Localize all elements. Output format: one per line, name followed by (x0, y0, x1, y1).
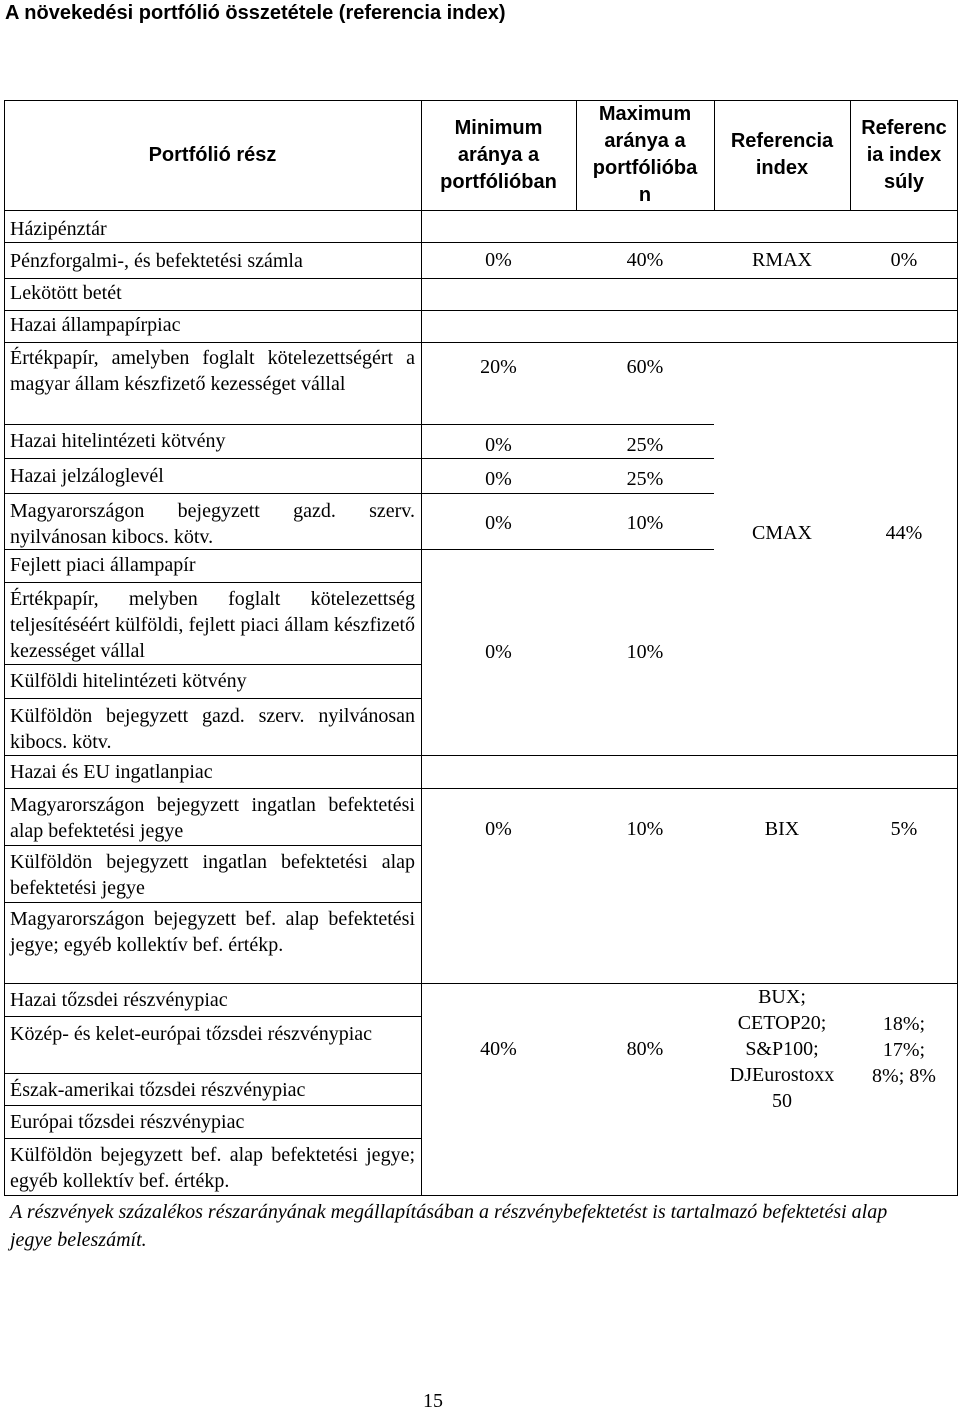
row-label-lekotott-betet: Lekötött betét (10, 282, 122, 304)
header-divider (576, 100, 577, 210)
row-label-kulfoldi-bef-alap: Külföldön bejegyzett bef. alap befektetési jegye; egyéb kollektív bef. értékp. (10, 1144, 415, 1192)
row-divider (4, 755, 958, 756)
min-value: 0% (485, 249, 512, 271)
row-divider (4, 342, 958, 343)
reference-weight-value: 18%; 17%; 8%; 8% (872, 1013, 936, 1087)
reference-weight-value: 44% (885, 522, 923, 544)
max-value: 60% (626, 356, 664, 378)
min-value: 0% (485, 512, 512, 534)
row-divider (4, 1073, 421, 1074)
min-value: 0% (485, 468, 512, 490)
row-divider (4, 549, 714, 550)
header-divider (714, 100, 715, 210)
row-divider (4, 788, 958, 789)
row-divider (4, 983, 958, 984)
max-value: 25% (626, 468, 664, 490)
row-label-fejlett-piaci-allampapir: Fejlett piaci állampapír (10, 554, 196, 576)
table-border-bottom (4, 1195, 958, 1196)
min-value: 20% (480, 356, 517, 378)
row-divider (4, 1016, 421, 1017)
min-value: 0% (485, 641, 512, 663)
header-reference-index: Referencia index (730, 130, 834, 179)
header-portfolio-part: Portfólió rész (148, 143, 277, 166)
row-divider (4, 310, 958, 311)
row-label-europai-reszvenypiac: Európai tőzsdei részvénypiac (10, 1111, 245, 1133)
row-divider (4, 582, 421, 583)
reference-weight-value: 5% (890, 818, 918, 840)
header-max-share: Maximum aránya a portfólióba n (592, 103, 698, 206)
row-label-allami-kezesseg: Értékpapír, amelyben foglalt kötelezettségért a magyar állam készfizető kezességet vállal (10, 347, 415, 395)
label-column-border (421, 210, 422, 1196)
row-divider (4, 902, 421, 903)
table-border-top (4, 100, 958, 101)
row-divider (4, 1105, 421, 1106)
header-divider (421, 100, 422, 210)
page-number: 15 (423, 1390, 443, 1412)
portfolio-composition-table (4, 100, 958, 1196)
max-value: 10% (626, 818, 664, 840)
row-label-eszak-amerikai-reszvenypiac: Észak-amerikai tőzsdei részvénypiac (10, 1079, 306, 1101)
row-label-hazipenztar: Házipénztár (10, 218, 107, 240)
min-value: 40% (480, 1038, 517, 1060)
header-divider (850, 100, 851, 210)
row-label-magyar-bef-alap: Magyarországon bejegyzett bef. alap befektetési jegye; egyéb kollektív bef. értékp. (10, 908, 415, 956)
row-label-kke-reszvenypiac: Közép- és kelet-európai tőzsdei részvénypiac (10, 1023, 373, 1045)
row-label-magyar-ingatlan-alap: Magyarországon bejegyzett ingatlan befektetési alap befektetési jegye (10, 794, 415, 842)
page-title: A növekedési portfólió összetétele (referencia index) (5, 2, 506, 24)
max-value: 10% (626, 641, 664, 663)
reference-index-value: BIX (764, 818, 800, 840)
table-border-left (4, 100, 5, 1196)
row-label-kulfoldi-ingatlan-alap: Külföldön bejegyzett ingatlan befektetési alap befektetési jegye (10, 851, 415, 899)
max-value: 40% (626, 249, 664, 271)
table-border-right (957, 100, 958, 1196)
row-label-kulfoldi-allami-kezesseg: Értékpapír, melyben foglalt kötelezettség teljesítéséért külföldi, fejlett piaci állam készfizető kezességet vállal (10, 588, 415, 662)
footnote: A részvények százalékos részarányának megállapításában a részvénybefektetést is tartalmazó befektetési alap jegye beleszámít. (10, 1201, 888, 1251)
min-value: 0% (485, 818, 512, 840)
row-label-hazai-jelzaloglevel: Hazai jelzáloglevél (10, 465, 164, 487)
max-value: 10% (626, 512, 664, 534)
max-value: 25% (626, 434, 664, 456)
row-label-kulfoldi-hitelintezeti-kotveny: Külföldi hitelintézeti kötvény (10, 670, 247, 692)
row-divider (4, 424, 714, 425)
row-label-hazai-allampapirpiac: Hazai állampapírpiac (10, 314, 181, 336)
row-divider (4, 242, 958, 243)
row-divider (4, 278, 958, 279)
row-divider (4, 664, 421, 665)
min-value: 0% (485, 434, 512, 456)
reference-weight-value: 0% (890, 249, 918, 271)
row-divider (4, 493, 714, 494)
header-min-share: Minimum aránya a portfólióban (440, 116, 557, 193)
row-label-ingatlanpiac: Hazai és EU ingatlanpiac (10, 761, 213, 783)
row-label-penzforgalmi-szamla: Pénzforgalmi-, és befektetési számla (10, 250, 303, 272)
header-reference-weight: Referenc ia index súly (861, 116, 947, 193)
row-label-hazai-tozsdei-reszvenypiac: Hazai tőzsdei részvénypiac (10, 989, 228, 1011)
row-label-kulfoldi-gazd-szerv-kotv: Külföldön bejegyzett gazd. szerv. nyilvánosan kibocs. kötv. (10, 705, 415, 753)
reference-index-value: RMAX (751, 249, 812, 271)
row-divider (4, 845, 421, 846)
header-bottom-border (4, 210, 958, 211)
row-divider (4, 698, 421, 699)
row-label-hazai-hitelintezeti-kotveny: Hazai hitelintézeti kötvény (10, 430, 226, 452)
row-divider (4, 1138, 421, 1139)
row-label-magyar-gazd-szerv-kotv: Magyarországon bejegyzett gazd. szerv. nyilvánosan kibocs. kötv. (10, 500, 415, 548)
reference-index-value: CMAX (751, 522, 812, 544)
reference-index-value: BUX; CETOP20; S&P100; DJEurostoxx 50 (729, 986, 835, 1112)
row-divider (4, 458, 714, 459)
max-value: 80% (626, 1038, 664, 1060)
